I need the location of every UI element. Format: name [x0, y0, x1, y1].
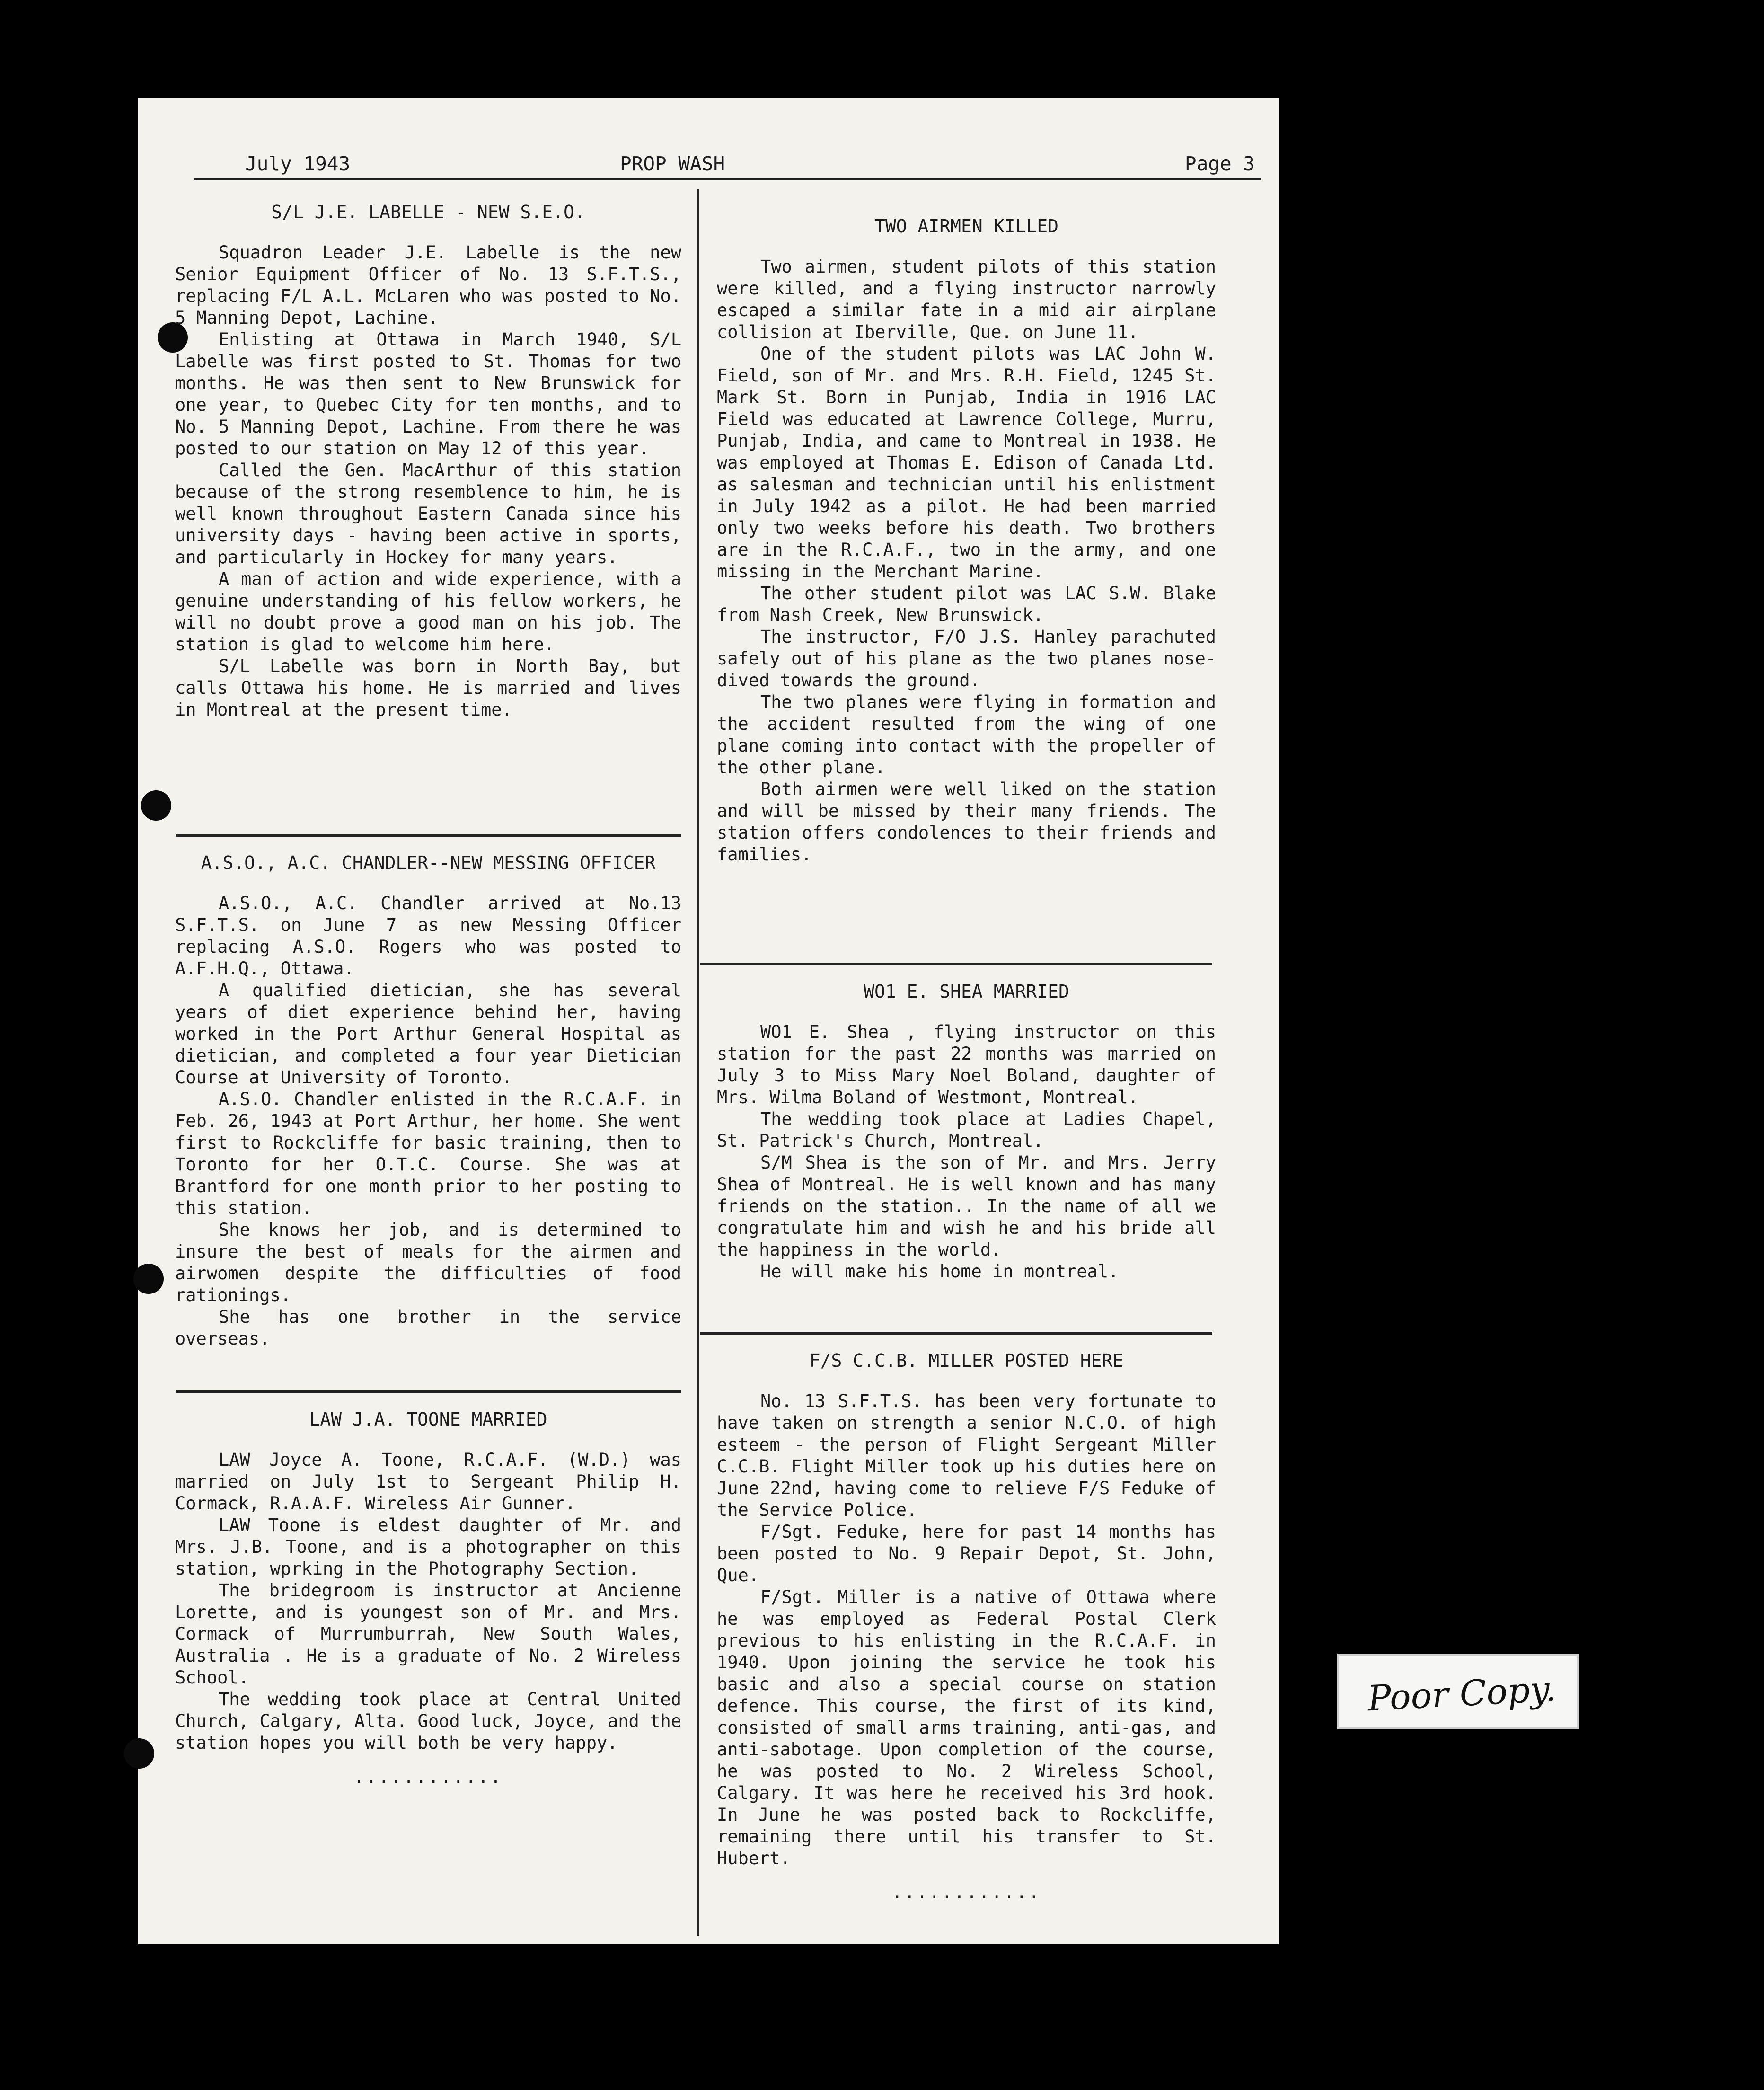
paragraph: Both airmen were well liked on the station and will be missed by their many friends. The station offers condolences to their friends and families. — [717, 779, 1216, 865]
paragraph: S/M Shea is the son of Mr. and Mrs. Jerry Shea of Montreal. He is well known and has many friends on the station.. In the name of all we congratulate him and wish he and his bride all the happiness in the world. — [717, 1152, 1216, 1260]
paragraph: One of the student pilots was LAC John W. Field, son of Mr. and Mrs. R.H. Field, 1245 St. Mark St. Born in Punjab, India in 1916 LAC Field was educated at Lawrence College, Murru, Punjab, India, and came to Montreal in 1938. He was employed at Thomas E. Edison of Canada Ltd. as salesman and technician until his enlistment in July 1942 as a pilot. He had been married only two weeks before his death. Two brothers are in the R.C.A.F., two in the army, and one missing in the Merchant Marine. — [717, 344, 1216, 582]
paragraph: A qualified dietician, she has several years of diet experience behind her, having worked in the Port Arthur General Hospital as dietician, and completed a four year Dietician Course at University of Toronto. — [175, 980, 681, 1088]
headline: S/L J.E. LABELLE - NEW S.E.O. — [271, 202, 585, 222]
section-rule — [700, 1332, 1212, 1335]
headline: A.S.O., A.C. CHANDLER--NEW MESSING OFFICER — [201, 852, 656, 873]
handwritten-note: Poor Copy. — [1367, 1668, 1557, 1719]
paragraph: No. 13 S.F.T.S. has been very fortunate to have taken on strength a senior N.C.O. of high esteem - the person of Flight Sergeant Miller C.C.B. Flight Miller took up his duties here on June 22nd, having come to relieve F/S Feduke of the Service Police. — [717, 1391, 1216, 1520]
headline: LAW J.A. TOONE MARRIED — [309, 1409, 547, 1430]
running-head — [194, 151, 1261, 180]
paragraph: The other student pilot was LAC S.W. Blake from Nash Creek, New Brunswick. — [717, 583, 1216, 625]
section-rule — [700, 963, 1212, 965]
paragraph: A.S.O., A.C. Chandler arrived at No.13 S.F.T.S. on June 7 as new Messing Officer replacing A.S.O. Rogers who was posted to A.F.H.Q., Ottawa. — [175, 893, 681, 979]
poor-copy-tag — [1337, 1654, 1579, 1729]
paragraph: F/Sgt. Miller is a native of Ottawa where he was employed as Federal Postal Clerk previous to his enlisting in the R.C.A.F. in 1940. Upon joining the service he took his basic and also a special course on station defence. This course, the first of its kind, consisted of small arms training, anti-gas, and anti-sabotage. Upon completion of the course, he was posted to No. 2 Wireless School, Calgary. It was here he received his 3rd hook. In June he was posted back to Rockcliffe, remaining there until his transfer to St. Hubert. — [717, 1587, 1216, 1869]
paragraph: Called the Gen. MacArthur of this station because of the strong resemblence to him, he is well known throughout Eastern Canada since his university days - having been active in sports, and particularly in Hockey for many years. — [175, 460, 681, 567]
paragraph: The two planes were flying in formation and the accident resulted from the wing of one plane coming into contact with the propeller of the other plane. — [717, 692, 1216, 778]
headline: TWO AIRMEN KILLED — [874, 216, 1058, 237]
masthead: PROP WASH — [620, 152, 725, 175]
end-marker: ............ — [353, 1767, 503, 1787]
paragraph: A man of action and wide experience, with a genuine understanding of his fellow workers, he will no doubt prove a good man on his job. The station is glad to welcome him here. — [175, 569, 681, 655]
paragraph: He will make his home in montreal. — [760, 1261, 1119, 1282]
paragraph: S/L Labelle was born in North Bay, but calls Ottawa his home. He is married and lives in Montreal at the present time. — [175, 656, 681, 720]
section-rule — [176, 834, 681, 837]
paragraph: She knows her job, and is determined to insure the best of meals for the airmen and airwomen despite the difficulties of food rationings. — [175, 1220, 681, 1305]
article-labelle — [175, 201, 681, 721]
paragraph: She has one brother in the service overseas. — [175, 1307, 681, 1349]
issue-date: July 1943 — [245, 152, 351, 175]
paragraph: The instructor, F/O J.S. Hanley parachuted safely out of his plane as the two planes nose-dived towards the ground. — [717, 627, 1216, 691]
article-shea — [717, 981, 1216, 1283]
section-rule — [176, 1390, 681, 1393]
article-miller — [717, 1350, 1216, 1904]
paragraph: Enlisting at Ottawa in March 1940, S/L Labelle was first posted to St. Thomas for two months. He was then sent to New Brunswick for one year, to Quebec City for ten months, and to No. 5 Manning Depot, Lachine. From there he was posted to our station on May 12 of this year. — [175, 329, 681, 459]
paragraph: F/Sgt. Feduke, here for past 14 months has been posted to No. 9 Repair Depot, St. John, Que. — [717, 1522, 1216, 1585]
headline: F/S C.C.B. MILLER POSTED HERE — [809, 1350, 1124, 1371]
column-divider — [697, 189, 699, 1936]
paragraph: A.S.O. Chandler enlisted in the R.C.A.F. in Feb. 26, 1943 at Port Arthur, her home. She went first to Rockcliffe for basic training, then to Toronto for her O.T.C. Course. She was at Brantford for one month prior to her posting to this station. — [175, 1089, 681, 1218]
paragraph: LAW Toone is eldest daughter of Mr. and Mrs. J.B. Toone, and is a photographer on this station, wprking in the Photography Section. — [175, 1515, 681, 1579]
paragraph: The wedding took place at Central United Church, Calgary, Alta. Good luck, Joyce, and the station hopes you will both be very happy. — [175, 1689, 681, 1753]
end-marker: ............ — [891, 1882, 1041, 1903]
binder-hole-3 — [133, 1264, 164, 1294]
paragraph: Two airmen, student pilots of this station were killed, and a flying instructor narrowly escaped a similar fate in a mid air airplane collision at Iberville, Que. on June 11. — [717, 257, 1216, 342]
paragraph: Squadron Leader J.E. Labelle is the new Senior Equipment Officer of No. 13 S.F.T.S., replacing F/L A.L. McLaren who was posted to No. 5 Manning Depot, Lachine. — [175, 242, 681, 328]
article-chandler — [175, 852, 681, 1350]
headline: WO1 E. SHEA MARRIED — [864, 981, 1069, 1002]
binder-hole-4 — [124, 1738, 154, 1769]
paragraph: LAW Joyce A. Toone, R.C.A.F. (W.D.) was married on July 1st to Sergeant Philip H. Cormack, R.A.A.F. Wireless Air Gunner. — [175, 1450, 681, 1514]
paragraph: The wedding took place at Ladies Chapel, St. Patrick's Church, Montreal. — [717, 1109, 1216, 1151]
article-toone — [175, 1408, 681, 1788]
paragraph: WO1 E. Shea , flying instructor on this station for the past 22 months was married on July 3 to Miss Mary Noel Boland, daughter of Mrs. Wilma Boland of Westmont, Montreal. — [717, 1022, 1216, 1107]
article-two-airmen-killed — [717, 215, 1216, 866]
page-number: Page 3 — [1184, 152, 1255, 175]
paragraph: The bridegroom is instructor at Ancienne Lorette, and is youngest son of Mr. and Mrs. Cormack of Murrumburrah, New South Wales, Australia . He is a graduate of No. 2 Wireless School. — [175, 1580, 681, 1688]
binder-hole-2 — [141, 790, 171, 821]
